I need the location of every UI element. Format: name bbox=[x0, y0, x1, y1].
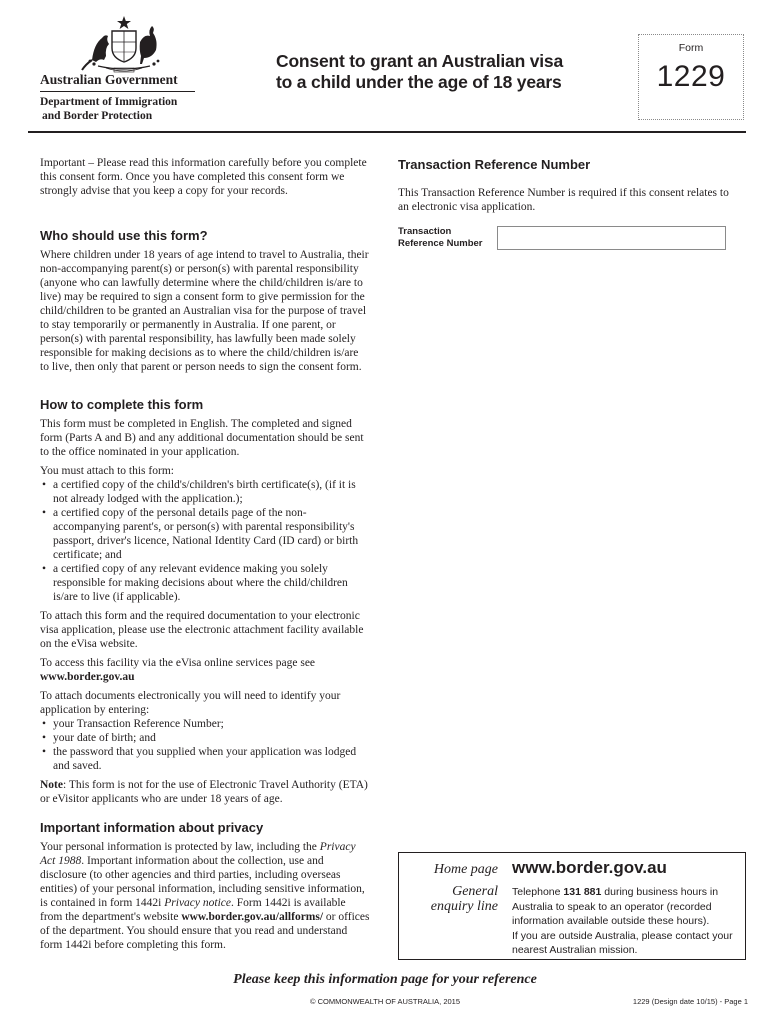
telephone-number: 131 881 bbox=[563, 886, 602, 898]
note-body: : This form is not for the use of Electronic Travel Authority (ETA) or eVisitor applicants who are under 18 years of age. bbox=[40, 779, 368, 805]
title-line-1: Consent to grant an Australian visa bbox=[276, 51, 563, 71]
intro-text: Important – Please read this information carefully before you complete this consent form. Once you have completed this consent form we strongly advise that you keep a copy for your records. bbox=[40, 157, 367, 197]
attach-online-text: To attach this form and the required documentation to your electronic visa application, please use the electronic attachment facility available on the eVisa website. bbox=[40, 610, 364, 650]
how-heading: How to complete this form bbox=[40, 397, 204, 412]
how-section bbox=[40, 417, 370, 806]
coat-of-arms-logo bbox=[78, 14, 170, 74]
note-text bbox=[40, 778, 370, 806]
list-item: • a certified copy of any relevant evidence making you solely responsible for making decisions about where the child/children is/are to live (if applicable). bbox=[40, 562, 370, 604]
privacy-text-part: . Important information about the collection, use and disclosure (to other agencies and third parties, including overseas entities) of your personal information, including sensitive information, is contained in form 1442i bbox=[40, 855, 365, 909]
telephone-text bbox=[512, 885, 737, 929]
access-url-link[interactable]: www.border.gov.au bbox=[40, 671, 135, 683]
allforms-link[interactable]: www.border.gov.au/allforms/ bbox=[181, 911, 324, 923]
telephone-prefix: Telephone bbox=[512, 886, 564, 898]
telephone-suffix: during business hours in Australia to speak to an operator (recorded information available outside these hours). bbox=[512, 886, 719, 927]
privacy-notice-title: Privacy notice bbox=[164, 897, 231, 909]
trn-label-line-2: Reference Number bbox=[398, 238, 483, 249]
home-page-label: Home page bbox=[433, 862, 498, 877]
enquiry-label-line-2: enquiry line bbox=[430, 899, 498, 914]
department-line-2: and Border Protection bbox=[42, 109, 153, 122]
outside-australia-text: If you are outside Australia, please contact your nearest Australian mission. bbox=[512, 929, 733, 956]
trn-field-label bbox=[398, 226, 493, 250]
enquiry-label-line-1: General bbox=[452, 884, 498, 899]
privacy-text-part: Your personal information is protected by law, including the bbox=[40, 841, 320, 853]
form-label: Form bbox=[678, 42, 704, 54]
header-divider bbox=[40, 91, 195, 92]
privacy-act-title: Privacy Act 1988 bbox=[40, 841, 356, 867]
attach-intro: You must attach to this form: bbox=[40, 465, 174, 477]
list-item: • your date of birth; and bbox=[40, 731, 370, 745]
keep-page-note: Please keep this information page for your reference bbox=[233, 972, 537, 987]
header-rule bbox=[28, 131, 746, 133]
government-name: Australian Government bbox=[40, 72, 178, 87]
department-line-1: Department of Immigration bbox=[40, 96, 178, 108]
who-heading: Who should use this form? bbox=[40, 228, 208, 243]
page-reference: 1229 (Design date 10/15) - Page 1 bbox=[632, 997, 748, 1006]
page-title bbox=[276, 51, 606, 93]
how-paragraph-1: This form must be completed in English. The completed and signed form (Parts A and B) and any additional documentation should be sent to the office nominated in your application. bbox=[40, 418, 364, 458]
privacy-heading: Important information about privacy bbox=[40, 820, 264, 835]
form-number: 1229 bbox=[656, 60, 726, 93]
copyright: © COMMONWEALTH OF AUSTRALIA, 2015 bbox=[310, 997, 460, 1006]
department-name bbox=[40, 96, 210, 123]
access-text: To access this facility via the eVisa online services page see bbox=[40, 657, 316, 669]
list-item: • a certified copy of the child's/children's birth certificate(s), (if it is not already lodged with the application.); bbox=[40, 478, 370, 506]
attach-list bbox=[40, 478, 370, 604]
trn-heading: Transaction Reference Number bbox=[398, 157, 591, 172]
note-label: Note bbox=[40, 779, 63, 791]
list-item: • your Transaction Reference Number; bbox=[40, 717, 370, 731]
privacy-text bbox=[40, 840, 370, 952]
identify-list bbox=[40, 717, 370, 773]
transaction-reference-number-input[interactable] bbox=[497, 226, 726, 250]
who-text: Where children under 18 years of age intend to travel to Australia, their non-accompanying parent(s) or person(s) with parental responsibility (anyone who can lawfully determine where the child/children is/are to live) may be required to sign a consent form to give permission for the child/children to be granted an Australian visa for the purpose of travel to stay temporarily or permanently in Australia. If one parent, or person(s) with parental responsibility, has lawfully been made solely responsible for making decisions as to where the child/children is/are to live, then only that parent or person needs to sign the consent form. bbox=[40, 249, 369, 373]
identify-text: To attach documents electronically you will need to identify your application by entering: bbox=[40, 690, 341, 716]
trn-text: This Transaction Reference Number is required if this consent relates to an electronic visa application. bbox=[398, 187, 729, 213]
privacy-text-part: or offices of the department. You should ensure that you read and understand form 1442i before completing this form. bbox=[40, 911, 370, 951]
trn-label-line-1: Transaction bbox=[398, 226, 452, 237]
list-item: • the password that you supplied when your application was lodged and saved. bbox=[40, 745, 370, 773]
enquiry-text bbox=[512, 885, 737, 958]
list-item: • a certified copy of the personal details page of the non-accompanying parent's, or person(s) with parental responsibility's passport, driver's licence, National Identity Card (ID card) or birth certificate; and bbox=[40, 506, 370, 562]
privacy-text-part: . Form 1442i is available from the department's website bbox=[40, 897, 346, 923]
home-page-link[interactable]: www.border.gov.au bbox=[512, 858, 667, 877]
title-line-2: to a child under the age of 18 years bbox=[276, 72, 562, 92]
enquiry-label bbox=[400, 884, 498, 914]
